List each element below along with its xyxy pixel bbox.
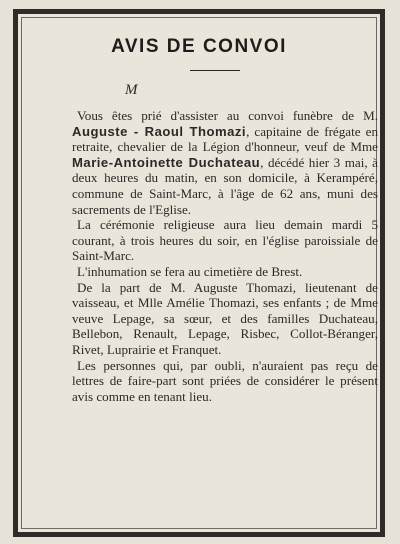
deceased-name: Auguste - Raoul Thomazi <box>72 123 247 139</box>
title-divider <box>190 70 240 71</box>
paragraph-invitation <box>72 108 378 217</box>
salutation: M <box>125 82 138 98</box>
invitation-text: Vous êtes prié d'assister au convoi funèbre de M. <box>77 108 378 123</box>
paragraph-ceremony: La cérémonie religieuse aura lieu demain mardi 5 courant, à trois heures du soir, en l'église paroissiale de Saint-Marc. <box>72 217 378 264</box>
invitation-text-2: , capitaine de frégate en retraite, chevalier de la Légion d'honneur, veuf de Mme <box>72 123 378 155</box>
notice-title: AVIS DE CONVOI <box>111 36 287 57</box>
paragraph-family: De la part de M. Auguste Thomazi, lieutenant de vaisseau, et Mlle Amélie Thomazi, ses enfants ; de Mme veuve Lepage, sa sœur, et des familles Duchateau, Bellebon, Renault, Lepage, Risbec, Collot-Béranger, Rivet, Luprairie et Franquet. <box>72 279 378 357</box>
notice-body <box>72 108 378 404</box>
notice-frame <box>13 9 385 537</box>
paragraph-closing: Les personnes qui, par oubli, n'auraient pas reçu de lettres de faire-part sont priées de considérer le présent avis comme en tenant lieu. <box>72 357 378 404</box>
invitation-text-3: , décédé hier 3 mai, à deux heures du matin, en son domicile, à Kerampéré, commune de Saint-Marc, à l'âge de 62 ans, muni des sacrements de l'Eglise. <box>72 154 378 217</box>
paragraph-burial: L'inhumation se fera au cimetière de Brest. <box>77 263 303 279</box>
spouse-name: Marie-Antoinette Duchateau <box>72 154 261 170</box>
